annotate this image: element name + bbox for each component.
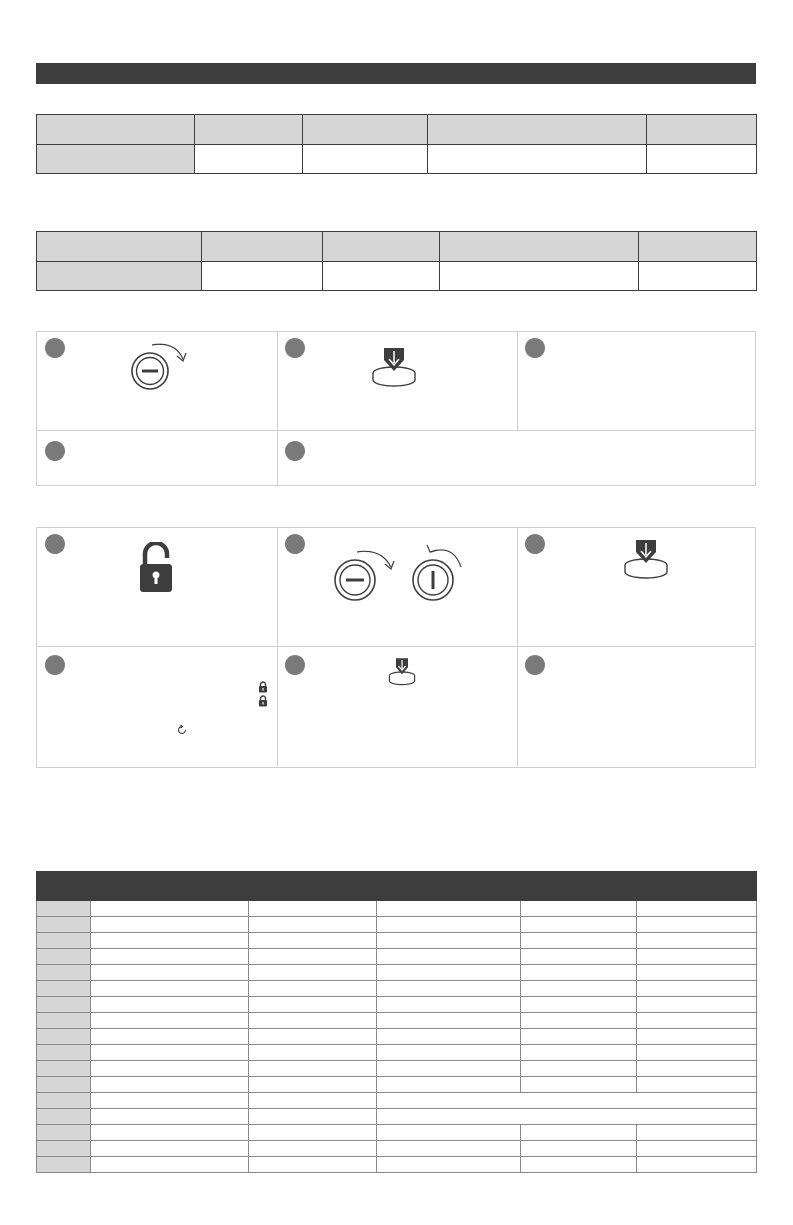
table-cell	[249, 933, 377, 949]
table-cell	[249, 917, 377, 933]
row-label-cell	[37, 1061, 91, 1077]
table-cell	[521, 1061, 637, 1077]
table-row	[37, 1045, 757, 1061]
row-label-cell	[37, 1077, 91, 1093]
row-label-cell	[37, 997, 91, 1013]
step-number-badge	[285, 441, 305, 461]
header-cell	[303, 115, 428, 145]
table-cell	[249, 901, 377, 917]
value-cell	[639, 262, 757, 291]
spec-table-row	[37, 145, 757, 174]
table-cell	[91, 1109, 249, 1125]
table-cell	[521, 1029, 637, 1045]
step-number-badge	[525, 655, 545, 675]
table-cell	[91, 1061, 249, 1077]
row-label-cell	[37, 1109, 91, 1125]
table-cell	[91, 949, 249, 965]
table-cell	[521, 917, 637, 933]
refresh-icon	[176, 724, 188, 736]
header-cell	[647, 115, 757, 145]
table-cell	[521, 981, 637, 997]
unlock-padlock-icon	[137, 542, 175, 594]
column-header	[91, 872, 249, 901]
table-cell	[637, 1125, 757, 1141]
value-cell	[323, 262, 440, 291]
row-label-cell	[37, 1045, 91, 1061]
table-cell	[637, 1013, 757, 1029]
table-cell	[637, 901, 757, 917]
step-number-badge	[45, 534, 65, 554]
lock-icon	[258, 695, 268, 707]
table-cell	[521, 1157, 637, 1173]
step-cell-3	[517, 332, 755, 430]
table-cell	[521, 933, 637, 949]
steps-panel-b	[36, 527, 756, 768]
table-cell	[249, 1029, 377, 1045]
table-cell	[377, 1061, 521, 1077]
table-cell	[377, 949, 521, 965]
table-cell	[521, 1141, 637, 1157]
table-row	[37, 981, 757, 997]
table-row	[37, 1157, 757, 1173]
steps-panel-a	[36, 331, 756, 486]
value-cell	[440, 262, 639, 291]
table-cell	[249, 1109, 377, 1125]
table-cell	[249, 1093, 377, 1109]
table-row	[37, 933, 757, 949]
table-row	[37, 1093, 757, 1109]
table-cell	[637, 949, 757, 965]
table-cell	[637, 1029, 757, 1045]
spec-table-row	[37, 262, 757, 291]
table-cell	[249, 949, 377, 965]
table-cell	[91, 981, 249, 997]
header-cell	[195, 115, 303, 145]
table-cell	[249, 1141, 377, 1157]
turn-key-clockwise-icon	[125, 337, 197, 395]
table-cell	[637, 917, 757, 933]
table-cell	[377, 1029, 521, 1045]
table-cell	[249, 1157, 377, 1173]
table-cell	[91, 1045, 249, 1061]
table-cell	[521, 1045, 637, 1061]
table-cell	[521, 1013, 637, 1029]
step-number-badge	[45, 441, 65, 461]
table-row	[37, 1061, 757, 1077]
table-cell	[377, 1077, 521, 1093]
table-cell	[377, 1125, 521, 1141]
step-number-badge	[285, 534, 305, 554]
table-cell	[637, 965, 757, 981]
table-cell	[377, 981, 521, 997]
table-cell	[521, 965, 637, 981]
table-row	[37, 1013, 757, 1029]
step-cell-4	[37, 647, 277, 767]
table-cell	[91, 1029, 249, 1045]
table-cell	[521, 901, 637, 917]
column-header	[521, 872, 637, 901]
table-cell	[249, 1077, 377, 1093]
table-cell	[377, 1157, 521, 1173]
step-cell-1	[37, 332, 277, 430]
table-cell	[377, 1093, 757, 1109]
table-cell	[249, 1061, 377, 1077]
step-cell-2	[277, 528, 517, 646]
row-label-cell	[37, 1013, 91, 1029]
table-row	[37, 917, 757, 933]
row-label-cell	[37, 1029, 91, 1045]
table-cell	[91, 997, 249, 1013]
table-cell	[521, 997, 637, 1013]
table-cell	[91, 933, 249, 949]
table-cell	[91, 1093, 249, 1109]
header-cell	[202, 232, 323, 262]
step-number-badge	[45, 655, 65, 675]
table-cell	[377, 965, 521, 981]
step-cell-2	[277, 332, 517, 430]
table-cell	[91, 1125, 249, 1141]
press-button-icon	[369, 346, 419, 388]
table-cell	[637, 933, 757, 949]
table-cell	[521, 949, 637, 965]
row-label-cell	[37, 1125, 91, 1141]
table-cell	[91, 1141, 249, 1157]
step-cell-6	[517, 647, 755, 767]
step-number-badge	[525, 534, 545, 554]
column-header	[37, 872, 91, 901]
table-cell	[377, 917, 521, 933]
press-button-small-icon	[387, 657, 417, 687]
value-cell	[303, 145, 428, 174]
table-row	[37, 1029, 757, 1045]
lock-icon	[258, 681, 268, 693]
table-row	[37, 1109, 757, 1125]
step-cell-5	[277, 431, 755, 485]
table-cell	[249, 981, 377, 997]
table-row	[37, 1125, 757, 1141]
column-header	[637, 872, 757, 901]
step-cell-1	[37, 528, 277, 646]
table-cell	[91, 965, 249, 981]
row-label-cell	[37, 145, 195, 174]
row-label-cell	[37, 949, 91, 965]
row-label-cell	[37, 933, 91, 949]
table-cell	[249, 1125, 377, 1141]
row-label-cell	[37, 901, 91, 917]
table-cell	[249, 1045, 377, 1061]
table-row	[37, 1077, 757, 1093]
data-table-body	[37, 901, 757, 1173]
value-cell	[647, 145, 757, 174]
data-table-header	[37, 872, 757, 901]
table-cell	[377, 1141, 521, 1157]
table-row	[37, 965, 757, 981]
step-number-badge	[285, 655, 305, 675]
row-label-cell	[37, 917, 91, 933]
step-number-badge	[525, 338, 545, 358]
header-cell	[440, 232, 639, 262]
table-cell	[637, 1077, 757, 1093]
row-label-cell	[37, 1141, 91, 1157]
header-cell	[323, 232, 440, 262]
header-cell	[639, 232, 757, 262]
table-cell	[249, 1013, 377, 1029]
table-cell	[637, 1157, 757, 1173]
table-cell	[377, 933, 521, 949]
spec-table-header	[37, 232, 757, 262]
table-cell	[91, 917, 249, 933]
value-cell	[428, 145, 647, 174]
table-cell	[91, 1077, 249, 1093]
table-cell	[377, 997, 521, 1013]
row-label-cell	[37, 965, 91, 981]
row-label-cell	[37, 1093, 91, 1109]
table-cell	[637, 997, 757, 1013]
spec-table-1	[36, 114, 757, 174]
turn-key-both-ways-icon	[331, 540, 473, 604]
table-cell	[521, 1125, 637, 1141]
table-cell	[637, 1045, 757, 1061]
row-label-cell	[37, 981, 91, 997]
table-row	[37, 901, 757, 917]
table-cell	[377, 901, 521, 917]
table-row	[37, 1141, 757, 1157]
table-row	[37, 997, 757, 1013]
step-cell-5	[277, 647, 517, 767]
table-cell	[377, 1013, 521, 1029]
table-cell	[249, 965, 377, 981]
press-button-icon	[621, 538, 671, 580]
step-cell-3	[517, 528, 755, 646]
row-label-cell	[37, 1157, 91, 1173]
column-header	[249, 872, 377, 901]
table-cell	[637, 1141, 757, 1157]
row-label-cell	[37, 262, 202, 291]
table-row	[37, 949, 757, 965]
table-cell	[91, 1013, 249, 1029]
header-cell	[428, 115, 647, 145]
table-cell	[521, 1077, 637, 1093]
table-cell	[249, 997, 377, 1013]
section-header-bar	[36, 63, 756, 84]
header-cell	[37, 115, 195, 145]
step-cell-4	[37, 431, 277, 485]
value-cell	[202, 262, 323, 291]
spec-table-2	[36, 231, 757, 291]
table-cell	[637, 981, 757, 997]
table-cell	[91, 1157, 249, 1173]
step-number-badge	[45, 338, 65, 358]
column-header	[377, 872, 521, 901]
table-cell	[377, 1109, 757, 1125]
step-number-badge	[285, 338, 305, 358]
data-table	[36, 871, 757, 1173]
header-cell	[37, 232, 202, 262]
table-cell	[91, 901, 249, 917]
table-cell	[377, 1045, 521, 1061]
value-cell	[195, 145, 303, 174]
spec-table-header	[37, 115, 757, 145]
table-cell	[637, 1061, 757, 1077]
